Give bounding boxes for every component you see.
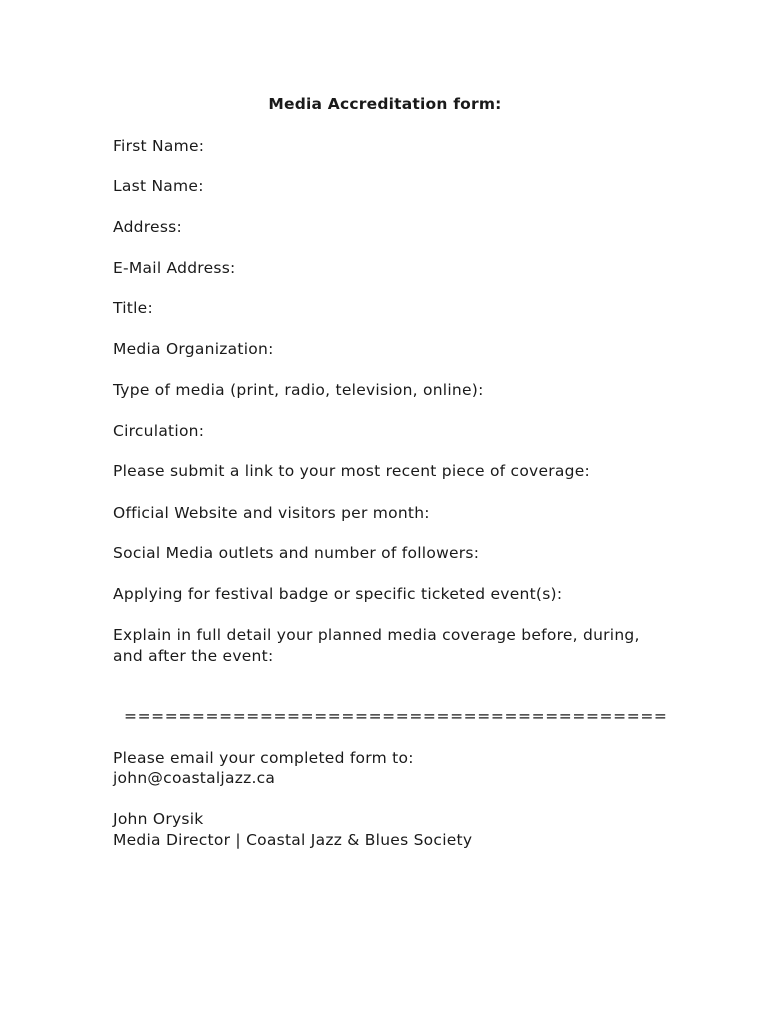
signature-role: Media Director | Coastal Jazz & Blues Society — [113, 831, 473, 849]
field-email-address: E-Mail Address: — [113, 259, 236, 277]
signature-name: John Orysik — [113, 810, 204, 828]
field-planned-coverage-line2: and after the event: — [113, 647, 274, 665]
field-media-organization: Media Organization: — [113, 340, 274, 358]
field-official-website: Official Website and visitors per month: — [113, 504, 430, 522]
submit-instructions: Please email your completed form to: — [113, 749, 414, 767]
field-festival-badge: Applying for festival badge or specific ticketed event(s): — [113, 585, 563, 603]
field-coverage-link: Please submit a link to your most recent piece of coverage: — [113, 462, 590, 480]
field-social-media: Social Media outlets and number of followers: — [113, 544, 480, 562]
field-address: Address: — [113, 218, 182, 236]
form-title: Media Accreditation form: — [268, 95, 502, 113]
field-planned-coverage-line1: Explain in full detail your planned media coverage before, during, — [113, 626, 640, 644]
field-title: Title: — [113, 299, 153, 317]
field-first-name: First Name: — [113, 137, 205, 155]
submit-email: john@coastaljazz.ca — [113, 769, 276, 787]
field-type-of-media: Type of media (print, radio, television, online): — [113, 381, 484, 399]
field-last-name: Last Name: — [113, 177, 204, 195]
divider-line: ======================================== — [124, 707, 668, 725]
field-circulation: Circulation: — [113, 422, 205, 440]
